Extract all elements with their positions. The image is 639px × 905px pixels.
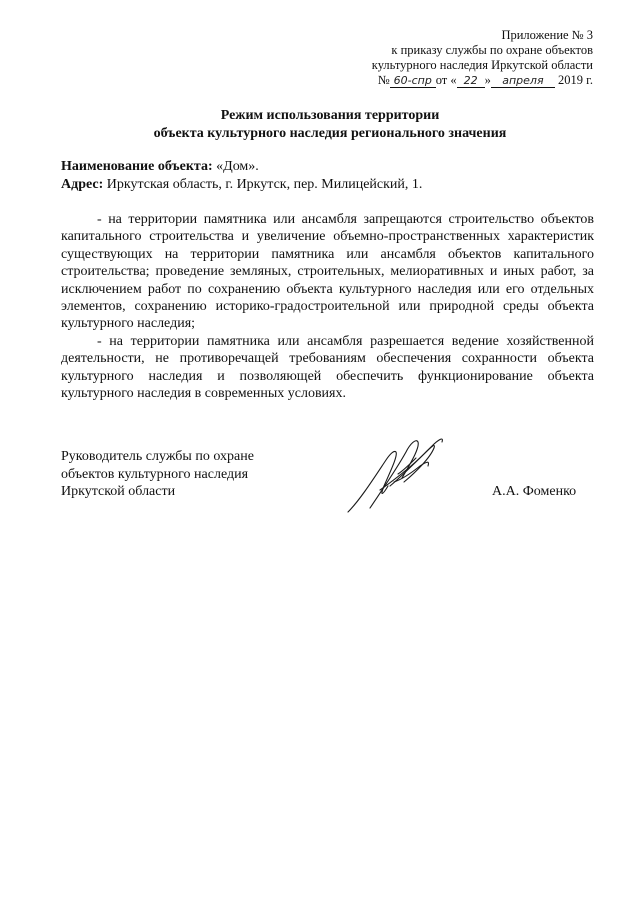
number-prefix: № [377,73,390,87]
order-day-handwritten: 22 [457,74,485,88]
title-line-2: объекта культурного наследия регионального значения [153,126,507,141]
document-title [60,107,600,143]
quote-close: » [484,73,491,87]
object-name-row [61,158,601,176]
signatory-position-line-3: Иркутской области [61,484,176,499]
title-line-1: Режим использования территории [220,108,440,123]
order-year: 2019 г. [558,73,593,87]
object-address-label: Адрес: [61,177,104,192]
regime-permissions-paragraph: - на территории памятника или ансамбля разрешается ведение хозяйственной деятельности, не противоречащей требованиям обеспечения сохранности объекта культурного наследия и позволяющей обеспечить функционирование объекта культурного наследия в современных условиях. [61,333,594,402]
handwritten-signature-icon [340,430,460,520]
regime-text [61,211,594,402]
date-prefix: от « [435,73,457,87]
appendix-number-date [273,73,593,88]
object-name-label: Наименование объекта: [61,159,213,174]
object-info [61,158,601,194]
object-address-value: Иркутская область, г. Иркутск, пер. Милицейский, 1. [103,177,423,192]
signatory-position [61,448,254,501]
signatory-position-line-1: Руководитель службы по охране [61,449,254,464]
object-name-value: «Дом». [212,159,259,174]
signatory-position-line-2: объектов культурного наследия [61,466,249,482]
regime-prohibitions-paragraph: - на территории памятника или ансамбля запрещаются строительство объектов капитального строительства и увеличение объемно-пространственных характеристик существующих на территории памятника или ансамбля объектов капитального строительства; проведение земляных, строительных, мелиоративных и иных работ, за исключением работ по сохранению объекта культурного наследия или его отдельных элементов, сохранению историко-градостроительной или природной среды объекта культурного наследия; [61,212,594,332]
order-month-handwritten: апреля [491,74,555,88]
appendix-title: Приложение № 3 [501,28,593,42]
signatory-name: А.А. Фоменко [492,484,577,499]
order-number-handwritten: 60-спр [390,74,436,88]
appendix-authority-line: культурного наследия Иркутской области [371,58,593,72]
appendix-header [273,28,593,88]
object-address-row [61,176,601,194]
appendix-order-line: к приказу службы по охране объектов [391,43,593,57]
